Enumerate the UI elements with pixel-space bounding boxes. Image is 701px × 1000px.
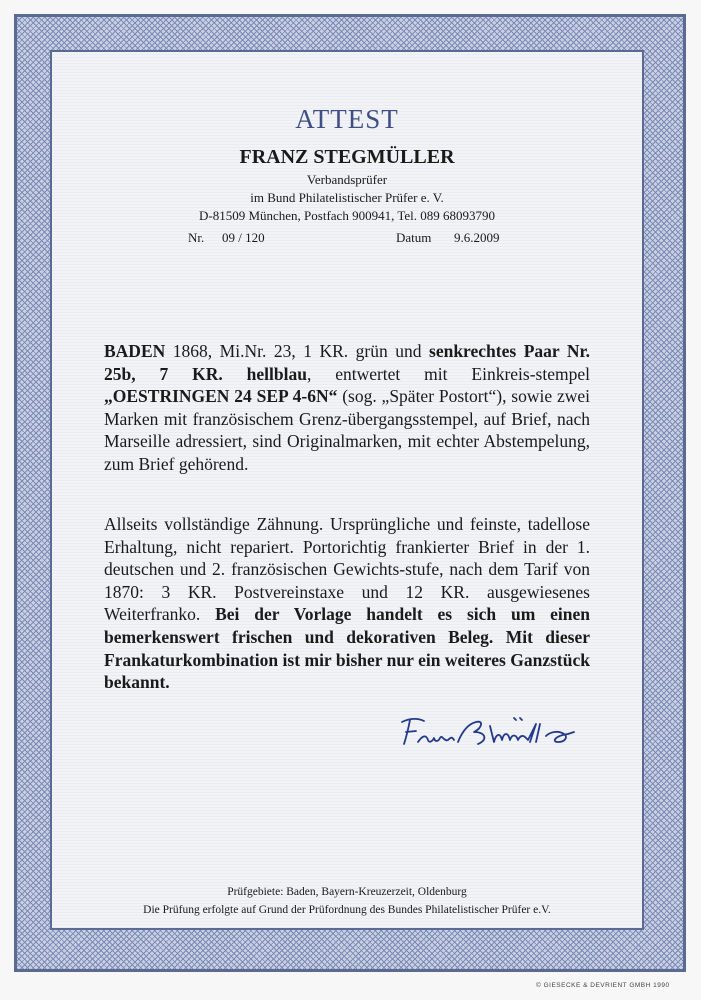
date-label: Datum <box>396 230 432 245</box>
printer-imprint: © GIESECKE & DEVRIENT GMBH 1990 <box>536 982 670 989</box>
condition-text: Allseits vollständige Zähnung. Ursprüngliche und feinste, tadellose Erhaltung, nicht repariert. Portorichtig frankierter Brief in der 1. deutschen und 2. französischen Gewichts-stufe, nach dem Tarif von 1870: 3 KR. Postvereinstaxe und 12 KR. ausgewiesenes Weiterfranko. <box>104 514 590 625</box>
number-label: Nr. <box>188 230 205 245</box>
test-regulation-note: Die Prüfung erfolgte auf Grund der Prüfordnung des Bundes Philatelistischer Prüfer e.V. <box>143 904 551 916</box>
number-value: 09 / 120 <box>222 230 265 245</box>
association-line-2: im Bund Philatelistischer Prüfer e. V. <box>250 190 444 205</box>
assessment-text: Bei der Vorlage handelt es sich um einen bemerkenswert frischen und dekorativen Beleg. Mit dieser Frankaturkombination ist mir bisher nur ein weiteres Ganzstück bekannt. <box>104 604 590 693</box>
country-name: BADEN <box>104 341 166 361</box>
description-rest: (sog. „Später Postort“), sowie zwei Marken mit französischem Grenz-übergangsstempel, auf Brief, nach Marseille adressiert, sind Originalmarken, mit echter Abstempelung, zum Brief gehörend. <box>104 386 590 474</box>
test-areas: Prüfgebiete: Baden, Bayern-Kreuzerzeit, Oldenburg <box>227 886 467 898</box>
examiner-name: FRANZ STEGMÜLLER <box>239 146 455 168</box>
condition-paragraph <box>104 513 590 694</box>
cancellation-text: , entwertet mit Einkreis-stempel <box>306 363 590 384</box>
certificate-title: ATTEST <box>295 104 399 134</box>
association-line-1: Verbandsprüfer <box>306 172 388 187</box>
pair-description: senkrechtes Paar Nr. 25b, 7 KR. hellblau <box>104 341 591 384</box>
examiner-signature <box>398 712 578 752</box>
examiner-address: D-81509 München, Postfach 900941, Tel. 089 68093790 <box>198 208 496 223</box>
description-paragraph <box>104 340 590 476</box>
date-value: 9.6.2009 <box>454 230 500 245</box>
stamp-description: 1868, Mi.Nr. 23, 1 KR. grün und <box>165 341 430 361</box>
postmark-text: „OESTRINGEN 24 SEP 4-6N“ <box>104 386 338 407</box>
